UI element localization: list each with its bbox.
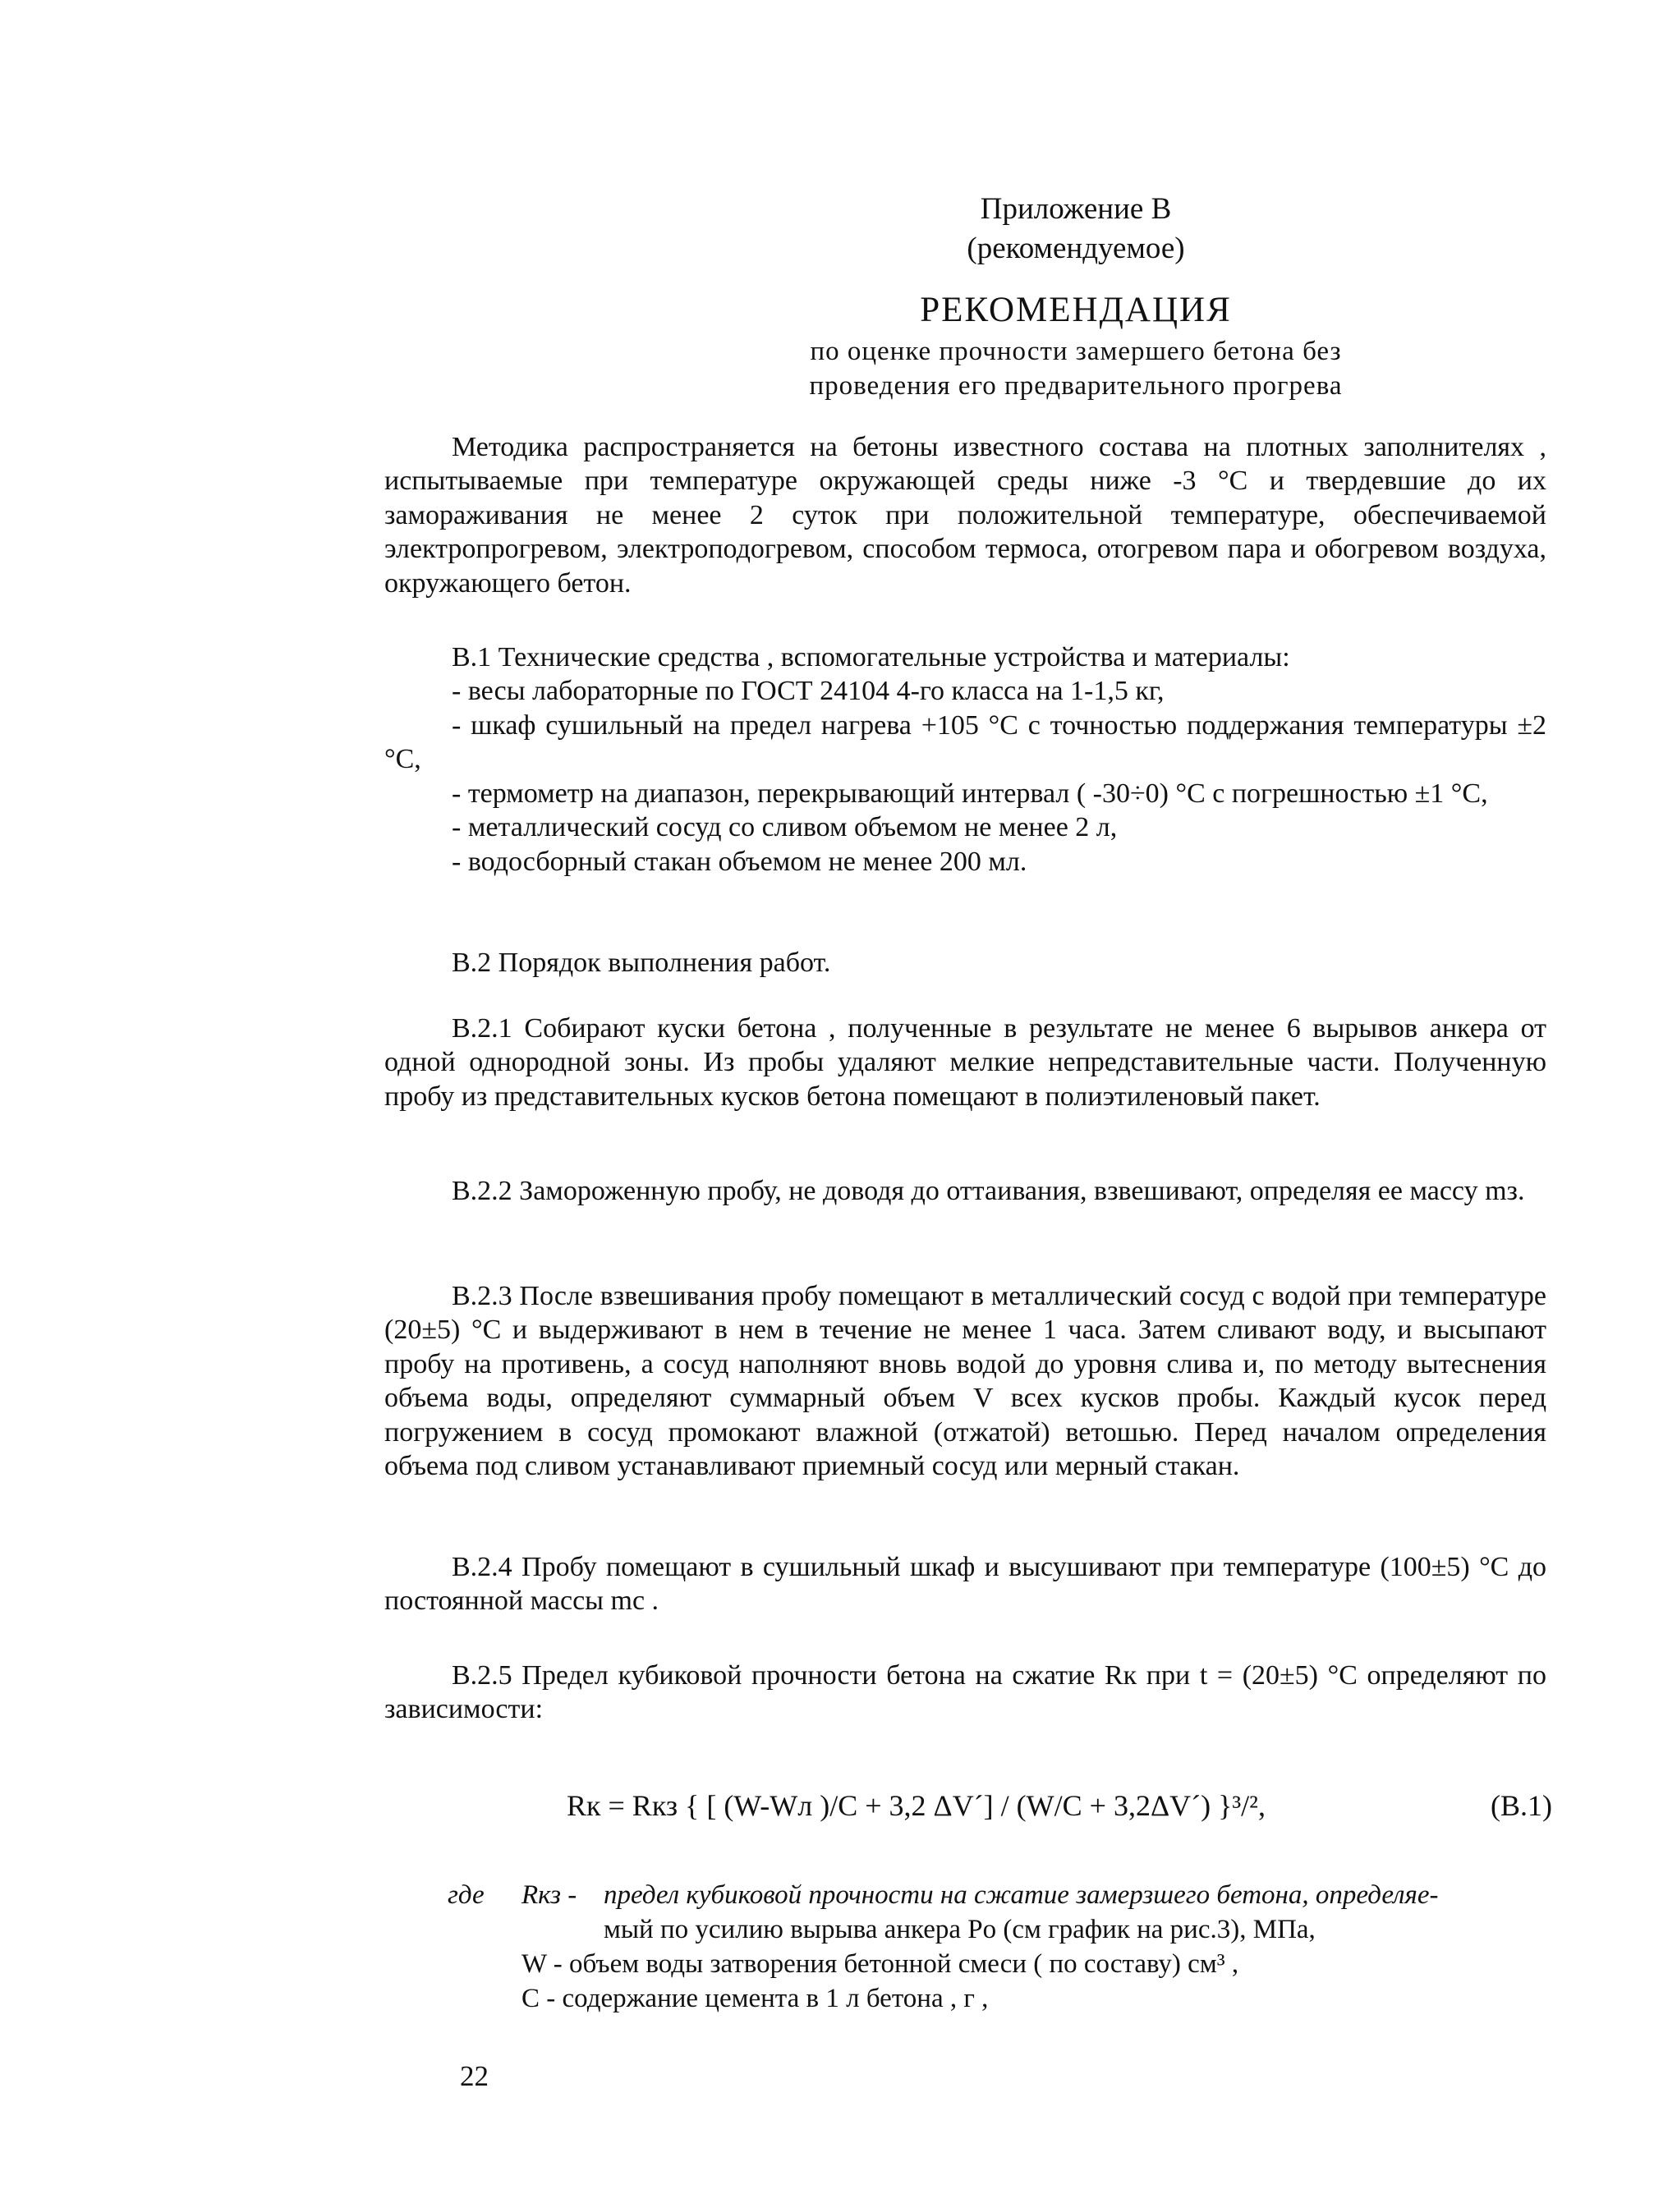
paragraph-b2-3: В.2.3 После взвешивания пробу помещают в металлический сосуд с водой при температуре (20±5) °С и выдерживают в нем в течение не менее 1 часа. Затем сливают воду, и высыпают пробу на противень, а сосуд наполняют вновь водой до уровня слива и, по методу вытеснения объема воды, определяют суммарный объем V всех кусков пробы. Каждый кусок перед погружением в сосуд промокают влажной (отжатой) ветошью. Перед началом определения объема под сливом устанавливают приемный сосуд или мерный стакан. <box>384 1281 1546 1482</box>
paragraph-b2-4: В.2.4 Пробу помещают в сушильный шкаф и высушивают при температуре (100±5) °С до постоянной массы mс . <box>384 1552 1546 1617</box>
page-number: 22 <box>460 2060 489 2092</box>
legend-rk-symbol: Rкз - <box>521 1880 577 1910</box>
legend-rk-text-line-1: предел кубиковой прочности на сжатие замерзшего бетона, определяе- <box>604 1880 1439 1910</box>
intro-paragraph: Методика распространяется на бетоны известного состава на плотных заполнителях , испытываемые при температуре окружающей среды ниже -3 °С и твердевшие до их замораживания не менее 2 суток при положительной температуре, обеспечиваемой электропрогревом, электроподогревом, способом термоса, отогревом пара и обогревом воздуха, окружающего бетон. <box>384 432 1546 599</box>
legend-rk-text-line-2: мый по усилию вырыва анкера Po (см график на рис.3), МПа, <box>604 1915 1316 1944</box>
legend-c-line: С - содержание цемента в 1 л бетона , г , <box>521 1984 989 2013</box>
paragraph-b2-1: В.2.1 Собирают куски бетона , полученные в результате не менее 6 вырывов анкера от одной однородной зоны. Из пробы удаляют мелкие непредставительные части. Полученную пробу из представительных кусков бетона помещают в полиэтиленовый пакет. <box>384 1013 1546 1112</box>
paragraph-b2-2: В.2.2 Замороженную пробу, не доводя до оттаивания, взвешивают, определяя ее массу mз. <box>452 1176 1525 1206</box>
equipment-item-vessel: - металлический сосуд со сливом объемом не менее 2 л, <box>452 812 1118 843</box>
intro-paragraph-block <box>384 430 1546 600</box>
section-b2-heading-block <box>384 946 1546 980</box>
formula-number: (В.1) <box>1491 1789 1552 1822</box>
section-b2-1 <box>384 1012 1546 1113</box>
paragraph-b2-5: В.2.5 Предел кубиковой прочности бетона на сжатие Rк при t = (20±5) °С определяют по зависимости: <box>384 1660 1546 1725</box>
formula-expression: Rк = Rкз { [ (W-Wл )/C + 3,2 ΔV´] / (W/C + 3,2ΔV´) }³/², <box>567 1789 1266 1822</box>
section-b2-heading: В.2 Порядок выполнения работ. <box>452 948 831 978</box>
document-subtitle-line-2: проведения его предварительного прогрева <box>809 371 1343 401</box>
appendix-label: Приложение В <box>980 192 1172 226</box>
document-title: РЕКОМЕНДАЦИЯ <box>920 291 1232 329</box>
section-b2-5 <box>384 1659 1546 1727</box>
equipment-item-beaker: - водосборный стакан объемом не менее 200 мл. <box>452 846 1027 877</box>
section-b2-4 <box>384 1550 1546 1618</box>
section-b2-3 <box>384 1279 1546 1484</box>
appendix-status: (рекомендуемое) <box>967 232 1185 265</box>
formula-b1 <box>567 1780 1552 1838</box>
equipment-item-thermometer: - термометр на диапазон, перекрывающий интервал ( -30÷0) °С с погрешностью ±1 °С, <box>452 778 1488 809</box>
equipment-item-scales: - весы лабораторные по ГОСТ 24104 4-го класса на 1-1,5 кг, <box>452 676 1165 707</box>
section-b2-2 <box>384 1174 1546 1208</box>
legend-w-line: W - объем воды затворения бетонной смеси ( по составу) см³ , <box>521 1949 1239 1979</box>
legend-where-label: где <box>448 1880 485 1910</box>
section-b1-heading: В.1 Технические средства , вспомогательные устройства и материалы: <box>452 642 1290 672</box>
equipment-item-oven: - шкаф сушильный на предел нагрева +105 °С с точностью поддержания температуры ±2 °С, <box>384 709 1546 775</box>
section-b1 <box>384 640 1546 879</box>
document-subtitle-line-1: по оценке прочности замершего бетона без <box>810 337 1342 366</box>
